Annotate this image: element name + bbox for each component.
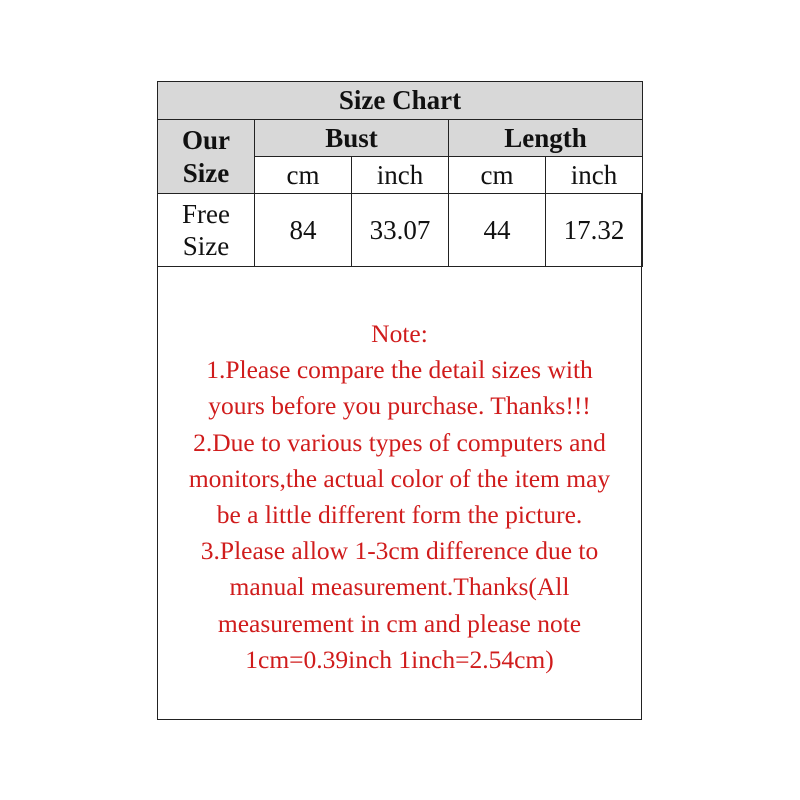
note-line: 1cm=0.39inch 1inch=2.54cm) bbox=[245, 644, 554, 674]
note-line: manual measurement.Thanks(All bbox=[229, 572, 570, 602]
chart-title: Size Chart bbox=[158, 82, 643, 120]
size-cell bbox=[158, 194, 255, 267]
note-line: yours before you purchase. Thanks!!! bbox=[208, 391, 591, 421]
length-header: Length bbox=[449, 120, 643, 157]
note-line: be a little different form the picture. bbox=[216, 500, 583, 530]
our-size-label-line1: Our bbox=[181, 125, 230, 156]
bust-inch-unit: inch bbox=[352, 157, 449, 194]
our-size-label-line2: Size bbox=[182, 157, 230, 188]
size-line1: Free bbox=[182, 198, 230, 229]
note-heading: Note: bbox=[371, 319, 428, 348]
bust-header: Bust bbox=[255, 120, 449, 157]
size-line2: Size bbox=[182, 231, 230, 261]
bust-cm-value: 84 bbox=[255, 194, 352, 267]
our-size-header bbox=[158, 120, 255, 194]
bust-cm-unit: cm bbox=[255, 157, 352, 194]
group-header-row bbox=[158, 120, 643, 157]
title-row bbox=[158, 82, 643, 120]
length-cm-unit: cm bbox=[449, 157, 546, 194]
note-text bbox=[158, 316, 641, 678]
length-inch-value: 17.32 bbox=[546, 194, 643, 267]
length-inch-unit: inch bbox=[546, 157, 643, 194]
bust-inch-value: 33.07 bbox=[352, 194, 449, 267]
note-line: 1.Please compare the detail sizes with bbox=[206, 355, 593, 385]
size-chart-table bbox=[157, 81, 643, 267]
note-line: 3.Please allow 1-3cm difference due to bbox=[200, 536, 599, 566]
note-line: 2.Due to various types of computers and bbox=[193, 427, 606, 457]
table-row bbox=[158, 194, 643, 267]
length-cm-value: 44 bbox=[449, 194, 546, 267]
note-line: measurement in cm and please note bbox=[217, 608, 582, 638]
note-line: monitors,the actual color of the item may bbox=[188, 463, 611, 493]
